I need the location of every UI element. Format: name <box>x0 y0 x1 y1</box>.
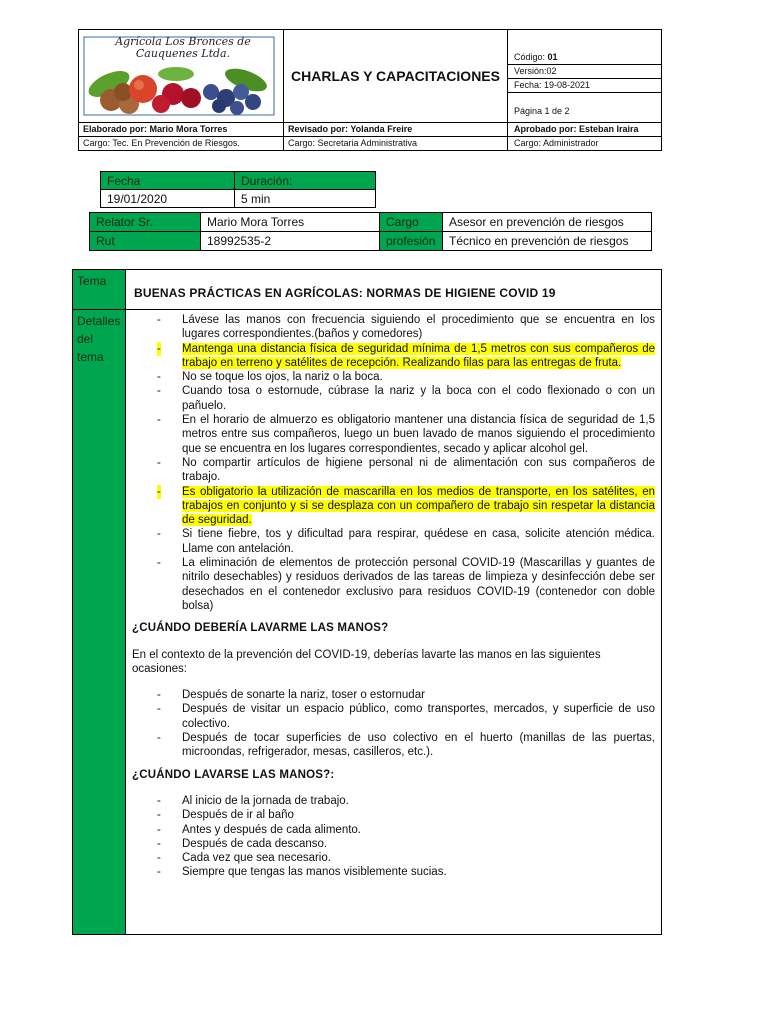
profesion-label: profesión <box>380 232 443 251</box>
pagina-line: Página 1 de 2 <box>514 106 570 116</box>
document-header <box>78 29 662 151</box>
highlighted-text: Es obligatorio la utilización de mascarilla en los medios de transporte, en los satélites, en trabajos en conjunto y si se desplaza con un compañero de trabajo sin respetar la distancia de seguridad. <box>182 485 655 527</box>
fecha-label: Fecha <box>101 172 235 190</box>
duracion-label: Duración: <box>235 172 376 190</box>
cargo-value: Asesor en prevención de riesgos <box>443 213 652 232</box>
list-item: - Cada vez que sea necesario. <box>132 851 655 865</box>
list-item: - No se toque los ojos, la nariz o la boca. <box>132 370 655 384</box>
practices-list <box>132 313 655 613</box>
list-item <box>132 485 655 528</box>
list-item: - No compartir artículos de higiene personal ni de alimentación con sus compañeros de trabajo. <box>132 456 655 485</box>
rut-value: 18992535-2 <box>201 232 380 251</box>
fecha-line: Fecha: 19-08-2021 <box>508 79 661 93</box>
relator-table <box>89 212 652 251</box>
list-item: - Después de visitar un espacio público, como transportes, mercados, y superficie de uso colectivo. <box>132 702 655 731</box>
cargo-label: Cargo <box>380 213 443 232</box>
codigo-value: 01 <box>547 52 558 62</box>
aprobado-por: Aprobado por: Esteban Iraira <box>508 123 662 137</box>
list-item: - Al inicio de la jornada de trabajo. <box>132 794 655 808</box>
list-item: - Lávese las manos con frecuencia siguiendo el procedimiento que se encuentra en los lugares correspondientes.(baños y comedores) <box>132 313 655 342</box>
list-item: - Después de sonarte la nariz, toser o estornudar <box>132 688 655 702</box>
detalles-body <box>126 310 662 935</box>
list-item: - Después de cada descanso. <box>132 837 655 851</box>
tema-title: BUENAS PRÁCTICAS EN AGRÍCOLAS: NORMAS DE HIGIENE COVID 19 <box>126 270 662 310</box>
session-date-table <box>100 171 376 208</box>
highlighted-text: Mantenga una distancia física de seguridad mínima de 1,5 metros con sus compañeros de trabajo en terreno y satélites de recepción. Realizando filas para las entregas de fruta. <box>182 342 655 369</box>
revisado-por: Revisado por: Yolanda Freire <box>284 123 508 137</box>
cargo-revisado: Cargo: Secretaria Administrativa <box>284 137 508 151</box>
tema-label: Tema <box>73 270 126 310</box>
rut-label: Rut <box>90 232 201 251</box>
list-item: - La eliminación de elementos de protección personal COVID-19 (Mascarillas y guantes de nitrilo desechables) y residuos derivados de las tareas de limpieza y desinfección debe ser desechados en el contenedor exclusivo para residuos COVID-19 (contenedor con doble bolsa) <box>132 556 655 613</box>
fecha-value: 19/01/2020 <box>101 190 235 208</box>
elaborado-por: Elaborado por: Mario Mora Torres <box>79 123 284 137</box>
detalles-label: Detalles del tema <box>73 310 126 935</box>
relator-value: Mario Mora Torres <box>201 213 380 232</box>
duracion-value: 5 min <box>235 190 376 208</box>
relator-label: Relator Sr. <box>90 213 201 232</box>
list-item: - Siempre que tengas las manos visiblemente sucias. <box>132 865 655 879</box>
section-heading-cuando-lavar: ¿CUÁNDO DEBERÍA LAVARME LAS MANOS? <box>132 622 389 635</box>
list-item: - Después de tocar superficies de uso colectivo en el huerto (manillas de las puertas, microondas, refrigerador, mesas, casilleros, etc.). <box>132 731 655 760</box>
codigo-line: Código: 01 <box>508 51 661 65</box>
list-item: - Si tiene fiebre, tos y dificultad para respirar, quédese en casa, solicite atención médica. Llame con antelación. <box>132 527 655 556</box>
version-line: Versión:02 <box>508 65 661 79</box>
list-item: - Después de ir al baño <box>132 808 655 822</box>
cargo-elaborado: Cargo: Tec. En Prevención de Riesgos. <box>79 137 284 151</box>
list-item: - Antes y después de cada alimento. <box>132 823 655 837</box>
logo-cell <box>79 30 284 123</box>
list-item: - Cuando tosa o estornude, cúbrase la nariz y la boca con el codo flexionado o con un pañuelo. <box>132 384 655 413</box>
section-intro: En el contexto de la prevención del COVID-19, deberías lavarte las manos en las siguientes ocasiones: <box>132 648 601 675</box>
wash-times-list <box>132 794 655 880</box>
document-info <box>508 30 662 123</box>
logo-text: Agrícola Los Bronces de Cauquenes Ltda. <box>115 35 251 60</box>
section-heading-cuando-lavarse: ¿CUÁNDO LAVARSE LAS MANOS?: <box>132 768 335 781</box>
list-item: - En el horario de almuerzo es obligatorio mantener una distancia física de seguridad de 1,5 metros entre sus compañeros, luego un buen lavado de manos siguiendo el procedimiento que se encuentra en los lugares correspondientes, secado y aplicar alcohol gel. <box>132 413 655 456</box>
company-logo <box>81 34 281 118</box>
cargo-aprobado: Cargo: Administrador <box>508 137 662 151</box>
content-table <box>72 269 662 935</box>
list-item <box>132 342 655 371</box>
wash-occasions-list <box>132 688 655 759</box>
profesion-value: Técnico en prevención de riesgos <box>443 232 652 251</box>
document-title: CHARLAS Y CAPACITACIONES <box>284 30 508 123</box>
